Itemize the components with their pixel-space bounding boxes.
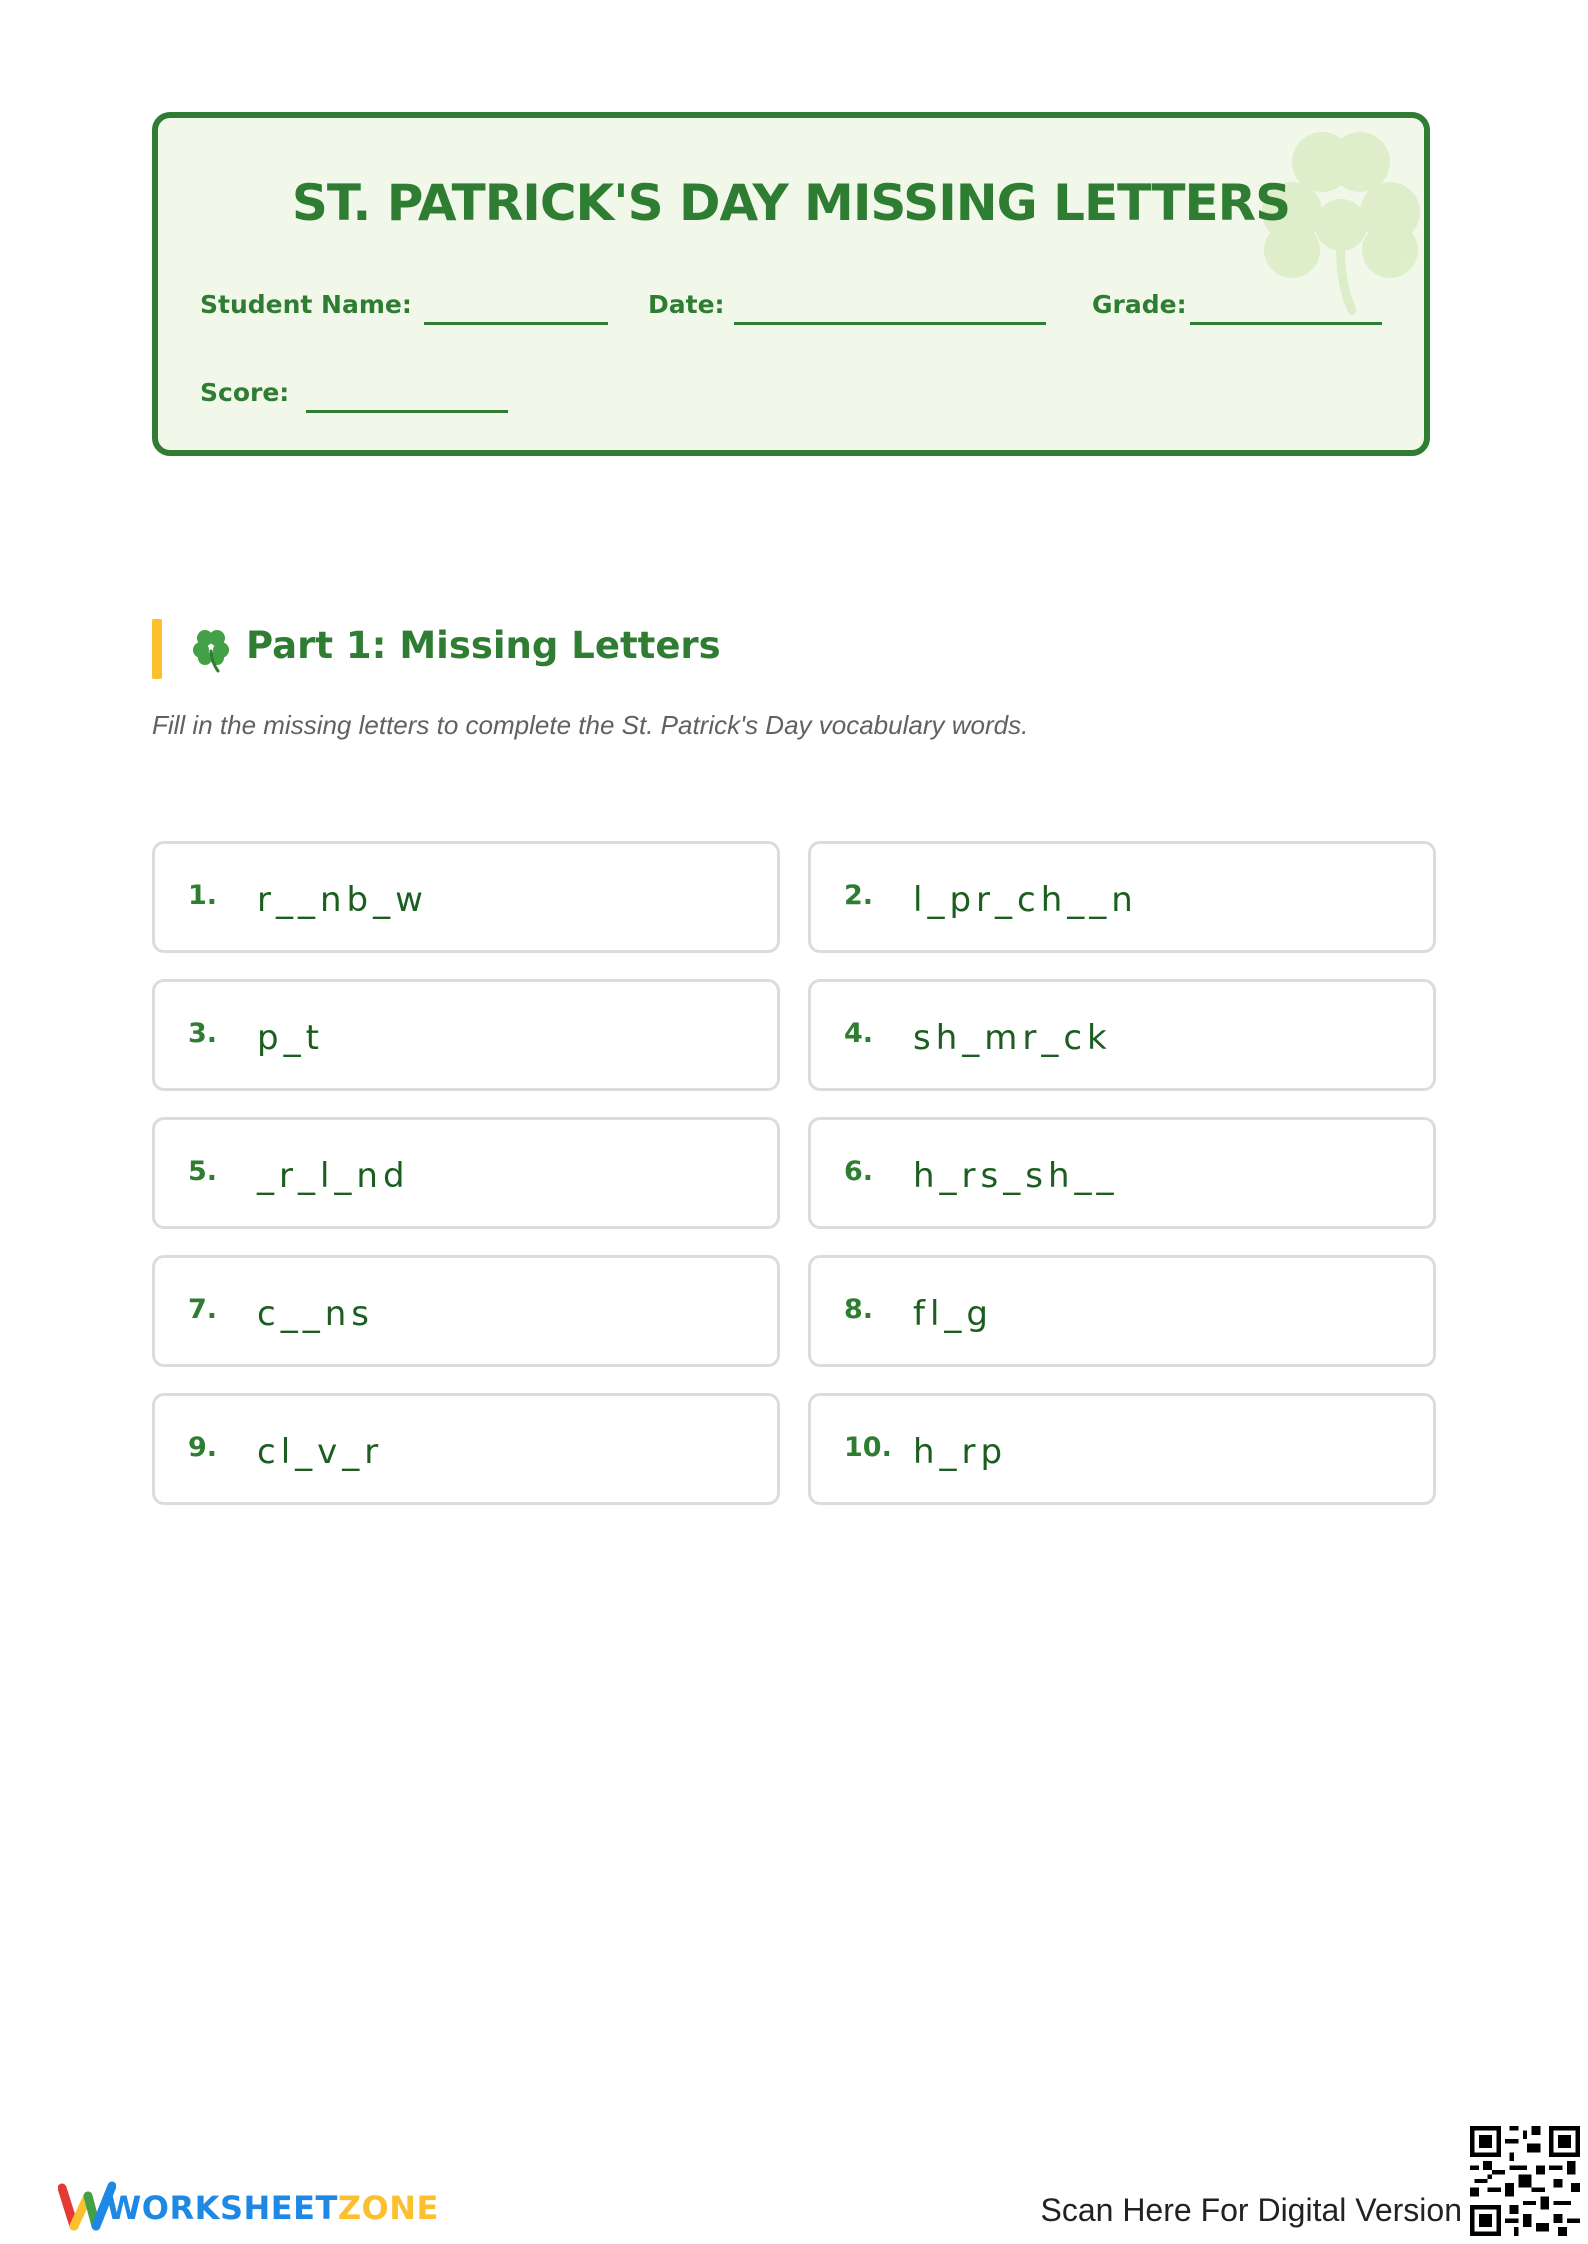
date-label: Date: — [648, 290, 725, 319]
question-word[interactable]: l_pr_ch__n — [913, 880, 1138, 920]
brand-name — [106, 2189, 439, 2227]
question-number: 6. — [844, 1156, 874, 1187]
question-7 — [152, 1255, 780, 1367]
question-word[interactable]: r__nb_w — [257, 880, 428, 920]
question-number: 7. — [188, 1294, 218, 1325]
question-number: 9. — [188, 1432, 218, 1463]
question-number: 10. — [844, 1432, 892, 1463]
brand-part2: ZONE — [337, 2189, 439, 2227]
question-number: 8. — [844, 1294, 874, 1325]
question-word[interactable]: fl_g — [913, 1294, 993, 1334]
question-word[interactable]: sh_mr_ck — [913, 1018, 1112, 1058]
student-name-label: Student Name: — [200, 290, 412, 319]
grade-label: Grade: — [1092, 290, 1187, 319]
section-accent-bar — [152, 619, 162, 679]
question-word[interactable]: c__ns — [257, 1294, 374, 1334]
question-number: 1. — [188, 880, 218, 911]
score-field[interactable] — [306, 410, 508, 413]
question-2 — [808, 841, 1436, 953]
grade-field[interactable] — [1190, 322, 1382, 325]
four-leaf-clover-icon — [190, 625, 234, 673]
date-field[interactable] — [734, 322, 1046, 325]
student-name-field[interactable] — [424, 322, 608, 325]
question-9 — [152, 1393, 780, 1505]
question-number: 3. — [188, 1018, 218, 1049]
instructions: Fill in the missing letters to complete the St. Patrick's Day vocabulary words. — [152, 710, 1029, 740]
scan-text: Scan Here For Digital Version — [1040, 2192, 1462, 2228]
question-word[interactable]: p_t — [257, 1018, 324, 1058]
question-word[interactable]: h_rs_sh__ — [913, 1156, 1119, 1196]
section-title: Part 1: Missing Letters — [246, 624, 721, 667]
page-title: ST. PATRICK'S DAY MISSING LETTERS — [291, 174, 1291, 232]
question-4 — [808, 979, 1436, 1091]
question-10 — [808, 1393, 1436, 1505]
question-number: 5. — [188, 1156, 218, 1187]
header-box — [152, 112, 1430, 456]
question-word[interactable]: h_rp — [913, 1432, 1008, 1472]
score-label: Score: — [200, 378, 290, 407]
question-number: 2. — [844, 880, 874, 911]
question-8 — [808, 1255, 1436, 1367]
question-3 — [152, 979, 780, 1091]
qr-code-icon[interactable] — [1470, 2126, 1580, 2236]
question-5 — [152, 1117, 780, 1229]
question-1 — [152, 841, 780, 953]
question-6 — [808, 1117, 1436, 1229]
question-word[interactable]: cl_v_r — [257, 1432, 384, 1472]
question-word[interactable]: _r_l_nd — [257, 1156, 410, 1196]
question-number: 4. — [844, 1018, 874, 1049]
brand-part1: WORKSHEET — [106, 2189, 338, 2227]
